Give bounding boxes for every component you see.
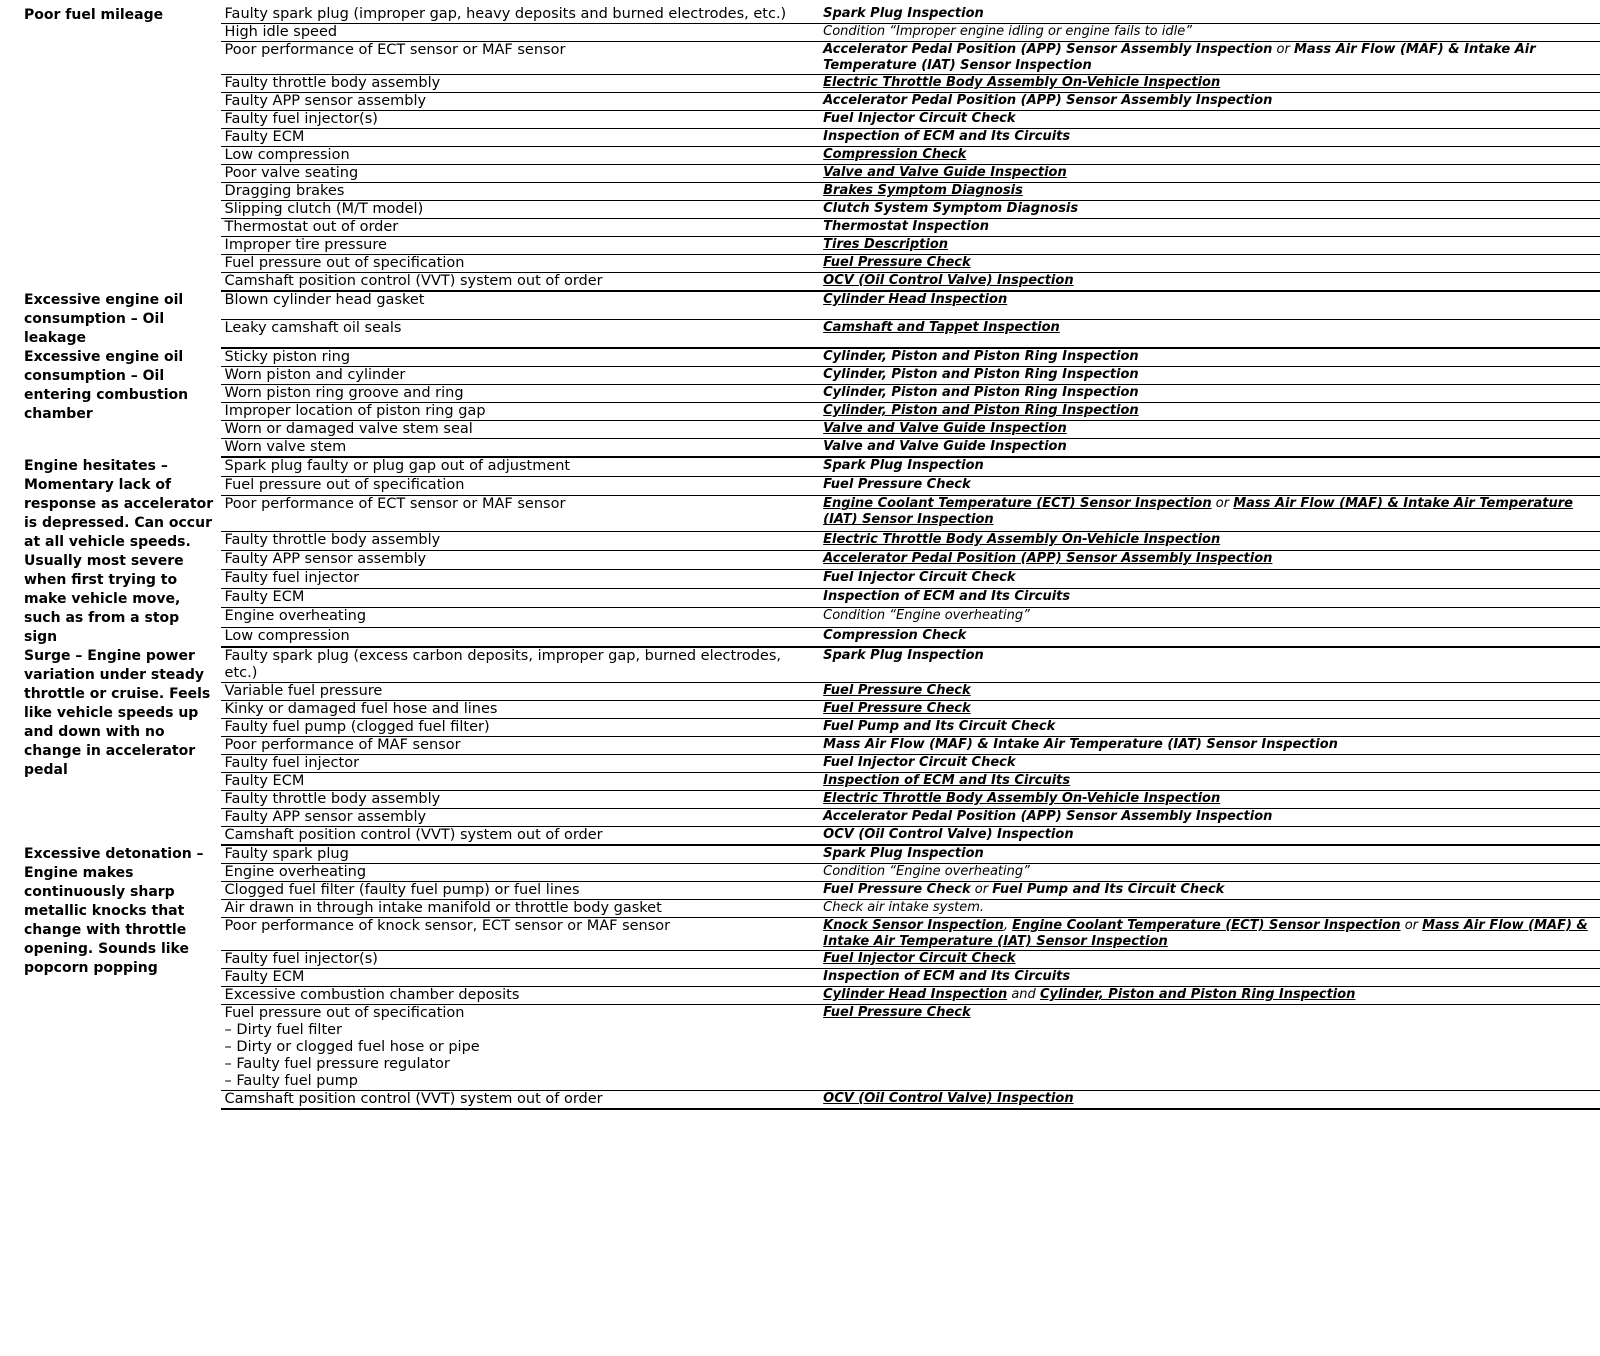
- possible-cause-cell: Clogged fuel filter (faulty fuel pump) or fuel lines: [221, 882, 820, 900]
- reference-link[interactable]: Camshaft and Tappet Inspection: [823, 320, 1060, 335]
- reference-cell: [819, 864, 1600, 882]
- reference-cell: [819, 1005, 1600, 1091]
- reference-cell: [819, 550, 1600, 569]
- possible-cause-cell: Engine overheating: [221, 864, 820, 882]
- reference-text: Condition “Engine overheating”: [823, 864, 1030, 879]
- reference-link[interactable]: Fuel Pressure Check: [823, 255, 971, 270]
- reference-link[interactable]: Knock Sensor Inspection: [823, 918, 1004, 933]
- reference-link[interactable]: Mass Air Flow (MAF) & Intake Air Temperature (IAT) Sensor Inspection: [823, 496, 1573, 528]
- reference-cell: [819, 589, 1600, 608]
- table-row: [20, 457, 1600, 477]
- possible-cause-cell: Faulty fuel injector(s): [221, 951, 820, 969]
- possible-cause-cell: Faulty throttle body assembly: [221, 531, 820, 550]
- table-row: [20, 403, 1600, 421]
- possible-cause-cell: Faulty fuel injector: [221, 755, 820, 773]
- table-row: [20, 439, 1600, 458]
- table-row: [20, 900, 1600, 918]
- reference-cell: [819, 951, 1600, 969]
- symptom-cell: Surge – Engine power variation under steady throttle or cruise. Feels like vehicle speeds up and down with no change in accelerator pedal: [24, 648, 211, 778]
- reference-cell: [819, 385, 1600, 403]
- possible-cause-cell: Worn piston ring groove and ring: [221, 385, 820, 403]
- reference-text: Condition “Improper engine idling or engine fails to idle”: [823, 24, 1192, 39]
- reference-text: Inspection of ECM and Its Circuits: [823, 969, 1071, 984]
- reference-link[interactable]: Electric Throttle Body Assembly On-Vehicle Inspection: [823, 791, 1221, 806]
- possible-cause-cell: Faulty fuel pump (clogged fuel filter): [221, 719, 820, 737]
- possible-cause-cell: Variable fuel pressure: [221, 683, 820, 701]
- table-row: [20, 918, 1600, 951]
- table-row: [20, 951, 1600, 969]
- possible-cause-cell: Improper tire pressure: [221, 237, 820, 255]
- reference-link[interactable]: Cylinder, Piston and Piston Ring Inspection: [1039, 987, 1356, 1002]
- table-row: [20, 42, 1600, 75]
- possible-cause-cell: Engine overheating: [221, 608, 820, 627]
- possible-cause-cell: Camshaft position control (VVT) system out of order: [221, 273, 820, 292]
- possible-cause-cell: Fuel pressure out of specification: [221, 477, 820, 496]
- reference-cell: [819, 273, 1600, 292]
- possible-cause-cell: Low compression: [221, 627, 820, 647]
- reference-cell: [819, 809, 1600, 827]
- reference-link[interactable]: Engine Coolant Temperature (ECT) Sensor Inspection: [1012, 918, 1401, 933]
- table-row: [20, 93, 1600, 111]
- reference-cell: [819, 237, 1600, 255]
- reference-link[interactable]: Accelerator Pedal Position (APP) Sensor Assembly Inspection: [823, 550, 1273, 566]
- reference-cell: [819, 845, 1600, 864]
- table-row: [20, 701, 1600, 719]
- reference-cell: [819, 421, 1600, 439]
- reference-cell: [819, 918, 1600, 951]
- table-row: [20, 291, 1600, 320]
- reference-text: Clutch System Symptom Diagnosis: [823, 201, 1079, 216]
- reference-text: Inspection of ECM and Its Circuits: [823, 129, 1071, 144]
- table-row: [20, 608, 1600, 627]
- reference-link[interactable]: Fuel Pressure Check: [823, 701, 971, 716]
- reference-cell: [819, 75, 1600, 93]
- reference-text: Compression Check: [823, 627, 967, 643]
- possible-cause-cell: Fuel pressure out of specification: [221, 255, 820, 273]
- diagnosis-table: [20, 6, 1600, 1110]
- table-row: [20, 969, 1600, 987]
- reference-cell: [819, 627, 1600, 647]
- reference-link[interactable]: Tires Description: [823, 237, 949, 252]
- reference-link[interactable]: Fuel Pressure Check: [823, 1005, 971, 1020]
- table-row: [20, 845, 1600, 864]
- reference-cell: [819, 320, 1600, 349]
- possible-cause-cell: Worn valve stem: [221, 439, 820, 458]
- possible-cause-cell: Faulty APP sensor assembly: [221, 809, 820, 827]
- table-row: [20, 237, 1600, 255]
- possible-cause-cell: Camshaft position control (VVT) system out of order: [221, 1091, 820, 1110]
- possible-cause-cell: Faulty fuel injector(s): [221, 111, 820, 129]
- possible-cause-cell: Fuel pressure out of specification – Dirty fuel filter – Dirty or clogged fuel hose or pipe – Faulty fuel pressure regulator – Faulty fuel pump: [221, 1005, 820, 1091]
- possible-cause-cell: Poor performance of knock sensor, ECT sensor or MAF sensor: [221, 918, 820, 951]
- diagnosis-table-body: [20, 6, 1600, 1109]
- reference-text: or: [970, 882, 993, 897]
- reference-text: Mass Air Flow (MAF) & Intake Air Temperature (IAT) Sensor Inspection: [823, 42, 1536, 73]
- reference-text: ,: [1003, 918, 1013, 933]
- reference-cell: [819, 111, 1600, 129]
- reference-cell: [819, 291, 1600, 320]
- possible-cause-cell: Kinky or damaged fuel hose and lines: [221, 701, 820, 719]
- table-row: [20, 367, 1600, 385]
- reference-text: or: [1272, 42, 1294, 57]
- reference-text: Inspection of ECM and Its Circuits: [823, 589, 1071, 605]
- possible-cause-cell: Poor performance of MAF sensor: [221, 737, 820, 755]
- symptom-cell: Engine hesitates – Momentary lack of response as accelerator is depressed. Can occur at all vehicle speeds. Usually most severe when first trying to make vehicle move, such as from a stop sign: [24, 458, 214, 645]
- table-row: [20, 496, 1600, 531]
- symptom-cell: Excessive engine oil consumption – Oil entering combustion chamber: [24, 349, 189, 422]
- table-row: [20, 255, 1600, 273]
- reference-cell: [819, 647, 1600, 683]
- possible-cause-cell: Poor valve seating: [221, 165, 820, 183]
- reference-cell: [819, 827, 1600, 846]
- reference-text: Fuel Pressure Check: [823, 882, 971, 897]
- reference-cell: [819, 165, 1600, 183]
- reference-text: Cylinder, Piston and Piston Ring Inspection: [823, 385, 1139, 400]
- table-row: [20, 1005, 1600, 1091]
- reference-link[interactable]: Electric Throttle Body Assembly On-Vehicle Inspection: [823, 531, 1221, 547]
- table-row: [20, 273, 1600, 292]
- reference-cell: [819, 147, 1600, 165]
- table-row: [20, 570, 1600, 589]
- reference-text: Cylinder, Piston and Piston Ring Inspection: [823, 349, 1139, 364]
- possible-cause-cell: Blown cylinder head gasket: [221, 291, 820, 320]
- possible-cause-cell: Worn piston and cylinder: [221, 367, 820, 385]
- reference-cell: [819, 93, 1600, 111]
- possible-cause-cell: Faulty spark plug: [221, 845, 820, 864]
- possible-cause-cell: Poor performance of ECT sensor or MAF sensor: [221, 42, 820, 75]
- reference-cell: [819, 987, 1600, 1005]
- reference-text: Fuel Pump and Its Circuit Check: [823, 719, 1056, 734]
- table-row: [20, 183, 1600, 201]
- table-row: [20, 219, 1600, 237]
- possible-cause-cell: Low compression: [221, 147, 820, 165]
- reference-cell: [819, 683, 1600, 701]
- possible-cause-cell: Dragging brakes: [221, 183, 820, 201]
- table-row: [20, 755, 1600, 773]
- table-row: [20, 827, 1600, 846]
- symptom-cell: Excessive detonation – Engine makes continuously sharp metallic knocks that change with throttle opening. Sounds like popcorn popping: [24, 846, 204, 976]
- possible-cause-cell: Camshaft position control (VVT) system out of order: [221, 827, 820, 846]
- table-row: [20, 147, 1600, 165]
- reference-text: Fuel Injector Circuit Check: [823, 111, 1016, 126]
- table-row: [20, 75, 1600, 93]
- reference-text: Thermostat Inspection: [823, 219, 989, 234]
- possible-cause-cell: Faulty ECM: [221, 129, 820, 147]
- possible-cause-cell: Faulty spark plug (improper gap, heavy deposits and burned electrodes, etc.): [221, 6, 820, 24]
- reference-cell: [819, 219, 1600, 237]
- table-row: [20, 24, 1600, 42]
- table-row: [20, 477, 1600, 496]
- reference-link[interactable]: Fuel Injector Circuit Check: [823, 951, 1016, 966]
- table-row: [20, 719, 1600, 737]
- reference-cell: [819, 701, 1600, 719]
- reference-cell: [819, 969, 1600, 987]
- reference-text: Spark Plug Inspection: [823, 648, 984, 663]
- possible-cause-cell: Faulty spark plug (excess carbon deposits, improper gap, burned electrodes, etc.): [221, 647, 820, 683]
- possible-cause-cell: Faulty ECM: [221, 589, 820, 608]
- table-row: [20, 550, 1600, 569]
- reference-text: Fuel Pressure Check: [823, 477, 971, 493]
- possible-cause-cell: Faulty fuel injector: [221, 570, 820, 589]
- possible-cause-cell: Worn or damaged valve stem seal: [221, 421, 820, 439]
- possible-cause-cell: Faulty throttle body assembly: [221, 791, 820, 809]
- reference-link[interactable]: Electric Throttle Body Assembly On-Vehicle Inspection: [823, 75, 1221, 90]
- reference-cell: [819, 477, 1600, 496]
- symptom-cell: Poor fuel mileage: [24, 7, 164, 23]
- table-row: [20, 348, 1600, 367]
- table-row: [20, 385, 1600, 403]
- reference-text: Fuel Injector Circuit Check: [823, 570, 1016, 586]
- table-row: [20, 111, 1600, 129]
- reference-cell: [819, 900, 1600, 918]
- reference-cell: [819, 367, 1600, 385]
- possible-cause-cell: Faulty throttle body assembly: [221, 75, 820, 93]
- reference-link[interactable]: Cylinder Head Inspection: [823, 292, 1008, 307]
- table-row: [20, 809, 1600, 827]
- reference-text: Accelerator Pedal Position (APP) Sensor Assembly Inspection: [823, 42, 1273, 57]
- table-row: [20, 987, 1600, 1005]
- reference-text: Accelerator Pedal Position (APP) Sensor Assembly Inspection: [823, 93, 1273, 108]
- possible-cause-cell: High idle speed: [221, 24, 820, 42]
- reference-link[interactable]: Cylinder, Piston and Piston Ring Inspection: [823, 403, 1139, 418]
- reference-text: Condition “Engine overheating”: [823, 608, 1030, 624]
- reference-link[interactable]: Fuel Pressure Check: [823, 683, 971, 698]
- table-row: [20, 201, 1600, 219]
- reference-text: Mass Air Flow (MAF) & Intake Air Temperature (IAT) Sensor Inspection: [823, 737, 1338, 752]
- reference-cell: [819, 719, 1600, 737]
- reference-cell: [819, 42, 1600, 75]
- reference-cell: [819, 773, 1600, 791]
- symptom-cell: Excessive engine oil consumption – Oil leakage: [24, 292, 184, 346]
- table-row: [20, 864, 1600, 882]
- table-row: [20, 129, 1600, 147]
- table-row: [20, 773, 1600, 791]
- possible-cause-cell: Poor performance of ECT sensor or MAF sensor: [221, 496, 820, 531]
- possible-cause-cell: Thermostat out of order: [221, 219, 820, 237]
- reference-cell: [819, 570, 1600, 589]
- reference-text: Spark Plug Inspection: [823, 458, 984, 473]
- reference-link[interactable]: Valve and Valve Guide Inspection: [823, 165, 1067, 180]
- reference-cell: [819, 531, 1600, 550]
- reference-cell: [819, 496, 1600, 531]
- table-row: [20, 6, 1600, 24]
- possible-cause-cell: Improper location of piston ring gap: [221, 403, 820, 421]
- reference-text: OCV (Oil Control Valve) Inspection: [823, 827, 1074, 842]
- reference-text: Spark Plug Inspection: [823, 846, 984, 861]
- reference-cell: [819, 608, 1600, 627]
- reference-text: Accelerator Pedal Position (APP) Sensor Assembly Inspection: [823, 809, 1273, 824]
- reference-cell: [819, 255, 1600, 273]
- reference-cell: [819, 24, 1600, 42]
- reference-link[interactable]: Brakes Symptom Diagnosis: [823, 183, 1023, 198]
- reference-text: or: [1211, 496, 1234, 512]
- reference-cell: [819, 201, 1600, 219]
- reference-cell: [819, 129, 1600, 147]
- reference-text: or: [1400, 918, 1423, 933]
- table-row: [20, 647, 1600, 683]
- possible-cause-cell: Faulty ECM: [221, 773, 820, 791]
- table-row: [20, 683, 1600, 701]
- reference-text: Cylinder, Piston and Piston Ring Inspection: [823, 367, 1139, 382]
- table-row: [20, 320, 1600, 349]
- reference-link[interactable]: Mass Air Flow (MAF) & Intake Air Temperature (IAT) Sensor Inspection: [823, 918, 1588, 949]
- table-row: [20, 589, 1600, 608]
- possible-cause-cell: Leaky camshaft oil seals: [221, 320, 820, 349]
- reference-cell: [819, 403, 1600, 421]
- possible-cause-cell: Faulty ECM: [221, 969, 820, 987]
- table-row: [20, 737, 1600, 755]
- reference-link[interactable]: Cylinder Head Inspection: [823, 987, 1008, 1002]
- reference-cell: [819, 882, 1600, 900]
- reference-cell: [819, 755, 1600, 773]
- reference-cell: [819, 1091, 1600, 1110]
- possible-cause-cell: Faulty APP sensor assembly: [221, 93, 820, 111]
- reference-text: Check air intake system.: [823, 900, 985, 915]
- reference-cell: [819, 791, 1600, 809]
- table-row: [20, 882, 1600, 900]
- reference-text: Spark Plug Inspection: [823, 6, 984, 21]
- reference-link[interactable]: Inspection of ECM and Its Circuits: [823, 773, 1071, 788]
- possible-cause-cell: Spark plug faulty or plug gap out of adjustment: [221, 457, 820, 477]
- reference-link[interactable]: OCV (Oil Control Valve) Inspection: [823, 1091, 1074, 1106]
- reference-cell: [819, 737, 1600, 755]
- possible-cause-cell: Air drawn in through intake manifold or throttle body gasket: [221, 900, 820, 918]
- reference-text: Fuel Injector Circuit Check: [823, 755, 1016, 770]
- reference-text: and: [1007, 987, 1040, 1002]
- table-row: [20, 421, 1600, 439]
- possible-cause-cell: Faulty APP sensor assembly: [221, 550, 820, 569]
- reference-link[interactable]: Valve and Valve Guide Inspection: [823, 421, 1067, 436]
- reference-text: Valve and Valve Guide Inspection: [823, 439, 1067, 454]
- reference-cell: [819, 6, 1600, 24]
- reference-cell: [819, 457, 1600, 477]
- reference-link[interactable]: Engine Coolant Temperature (ECT) Sensor Inspection: [823, 496, 1212, 512]
- reference-cell: [819, 439, 1600, 458]
- table-row: [20, 1091, 1600, 1110]
- reference-link[interactable]: OCV (Oil Control Valve) Inspection: [823, 273, 1074, 288]
- table-row: [20, 165, 1600, 183]
- possible-cause-cell: Excessive combustion chamber deposits: [221, 987, 820, 1005]
- table-row: [20, 531, 1600, 550]
- possible-cause-cell: Sticky piston ring: [221, 348, 820, 367]
- reference-link[interactable]: Compression Check: [823, 147, 967, 162]
- reference-cell: [819, 348, 1600, 367]
- possible-cause-cell: Slipping clutch (M/T model): [221, 201, 820, 219]
- table-row: [20, 627, 1600, 647]
- table-row: [20, 791, 1600, 809]
- reference-cell: [819, 183, 1600, 201]
- reference-text: Fuel Pump and Its Circuit Check: [992, 882, 1225, 897]
